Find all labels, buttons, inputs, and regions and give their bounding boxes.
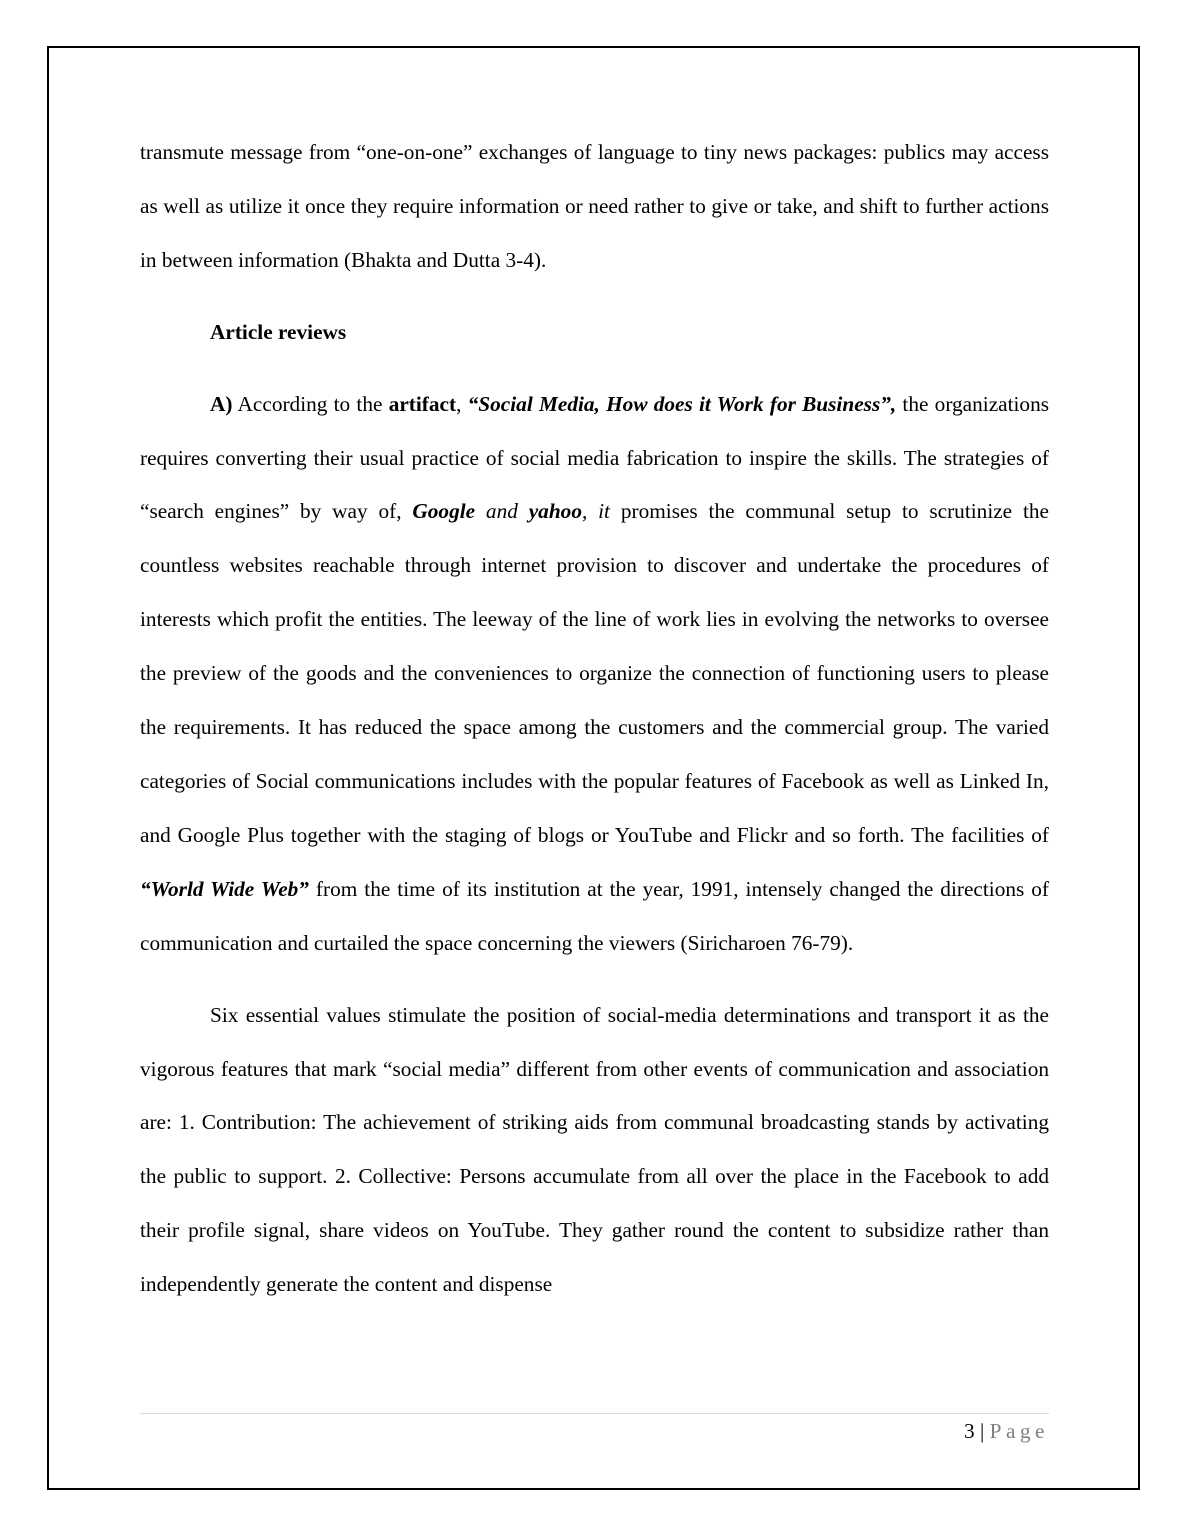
page-number: 3 (964, 1419, 975, 1443)
www-term: “World Wide Web” (140, 876, 309, 901)
review-marker: A) (210, 391, 233, 416)
and-word: and (475, 499, 529, 524)
page-body (140, 126, 1049, 1312)
artifact-word: artifact (388, 391, 457, 416)
review-a-paragraph (140, 378, 1049, 971)
values-paragraph: Six essential values stimulate the position of social-media determinations and transport it as the vigorous features that mark “social media” different from other events of communication and association are: 1. Contribution: The achievement of striking aids from communal broadcasting stands by activating the public to support. 2. Collective: Persons accumulate from all over the place in the Facebook to add their profile signal, share videos on YouTube. They gather round the content to subsidize rather than independently generate the content and dispense (140, 1002, 1049, 1297)
article-title: “Social Media, How does it Work for Business”, (467, 391, 897, 416)
intro-paragraph: transmute message from “one-on-one” exchanges of language to tiny news packages: publics may access as well as utilize it once they require information or need rather to give or take, and shift to further actions in between information (Bhakta and Dutta 3-4). (140, 140, 1049, 272)
review-lead-text: According to the (232, 391, 389, 416)
page-footer (964, 1416, 1049, 1446)
review-body-text-3: from the time of its institution at the year, 1991, intensely changed the directions of communication and curtailed the space concerning the viewers (Siricharoen 76-79). (140, 876, 1049, 955)
comma-text: , (456, 391, 468, 416)
comma-text-2: , (581, 499, 599, 524)
google-name: Google (412, 499, 476, 524)
it-word: it (598, 499, 610, 524)
footer-rule (140, 1413, 1049, 1414)
review-body-text-2: promises the communal setup to scrutinize the countless websites reachable through internet provision to discover and undertake the procedures of interests which profit the entities. The leeway of the line of work lies in evolving the networks to oversee the preview of the goods and the conveniences to organize the connection of functioning users to please the requirements. It has reduced the space among the customers and the commercial group. The varied categories of Social communications includes with the popular features of Facebook as well as Linked In, and Google Plus together with the staging of blogs or YouTube and Flickr and so forth. The facilities of (140, 499, 1049, 847)
yahoo-name: yahoo (528, 499, 582, 524)
section-heading: Article reviews (210, 319, 347, 344)
page-label: Page (989, 1419, 1049, 1443)
review-body-text: the organizations requires converting their usual practice of social media fabrication to inspire the skills. The strategies of “search engines” by way of, (140, 391, 1050, 524)
footer-separator: | (980, 1419, 985, 1443)
